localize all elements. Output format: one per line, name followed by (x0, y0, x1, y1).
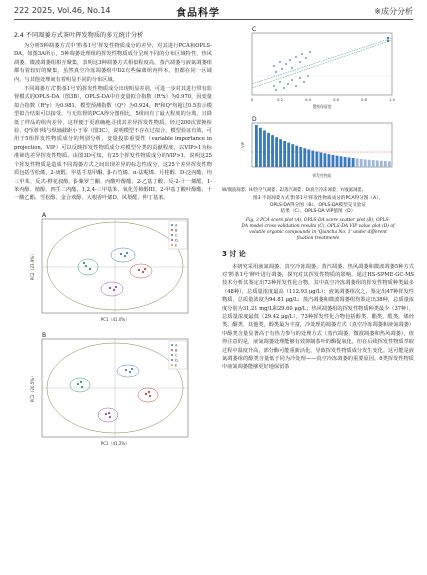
legend-d: D (175, 238, 178, 243)
vip-bar (279, 139, 282, 167)
paragraph: 本研究采用液氮凋萎、真空冷冻凋萎、蒸汽凋萎、热风凋萎和微波凋萎5种方式对'黔茶1号'鲜叶进行凋萎，探究对其挥发性物质的影响。通过HS-SPME-GC-MS技术分析其鉴定出73种挥发性化合物，其中真空冷冻凋萎组的挥发性物质种类最多（48种），总质量浓度最高（112.93 μg/L）；液氮凋萎组次之，鉴定出47种挥发性物质，总质量浓度为94.81 μg/L；蒸汽凋萎和微波凋萎组均鉴定出38种，总质量浓度分别为31.21 mg/L和29.60 μg/L；热风凋萎组的挥发性物质种类最少（37种），总质量浓度最低（29.42 μg/L）。73种挥发性化合物包括醇类、酯类、醛类、烯烃类、酮类、其他类，醇类最为丰富，冷处理的凋萎方式（真空冷冻凋萎和液氮凋萎）中醇类含量显著高于有热力参与的处理方式（蒸汽凋萎、微波凋萎和热风凋萎），值得注意的是，液氮凋萎处理能够有效抑制茶叶的酶促氧化，但在后续挥发性物质萃取过程中温度升高，部分酶可能重新活化，导致挥发性物质成分发生变化。这可能是液氮凋萎组的醇类含量低于同为冷处理——真空冷冻凋萎的重要原因。6类挥发性物质中液氮凋萎能够更好地保留茶 (222, 263, 415, 371)
vip-bar (336, 156, 339, 167)
figure-3-ab (28, 209, 194, 455)
y-axis-label: PC2（20.5%） (30, 373, 35, 402)
y-axis-label: PC2（23.9%） (30, 251, 35, 280)
paragraph: 为分析5种凋萎方式中'黔茶1号'挥发性物质成分的差异，对其进行PCA和OPLS-DA。如图3A所示，5种凋萎处理组的挥发性物质成分呈现不同的分布区域特性，热风凋萎、微波凋萎组相互聚集，表明这3种凋萎方式相似程度高，蒸汽凋萎与液氮凋萎组都有着较好的聚集，虽然真空冷冻凋萎组中D2有些偏离组内样本，但都在同一区域内，与其他处理间有着明显不同的分布区域。 (14, 43, 212, 83)
c-tick: 0 (250, 98, 254, 102)
legend-e: E (175, 243, 178, 248)
vip-bar (376, 160, 379, 167)
vip-bar (356, 158, 359, 167)
vip-bar (259, 128, 262, 167)
vip-bars (255, 125, 391, 167)
paragraph: 不同凋萎方式'黔茶1号'的挥发性物质成分出现明显差别，可进一步对其进行带有监督模式的OPLS-DA（图3B），OPLS-DA中自变量拟合指数（R²x）为0.970，因变量拟合指数（R²y）为0.981，模型预测指数（Q²）为0.924，R²和Q²均超过0.5表示模型拟合结果可以接受，与无监督的PCA得分图相比，5组间有了最大程度的分离。且降低了样品的组内差异，这样便于更准确地寻找其差异挥发性物质。经过200次置换检验，Q²回归线与纵轴截距小于零（图3C），说明模型不存在过拟合，模型验证有效，可用于5组挥发性物质成分的判别分析，变量投影重要性（variable importance in projection，VIP）可以反映挥发性物质成分对模型分类的贡献程度，以VIP>1为标准筛选差异挥发性物质。由图3D可知，有25个挥发性物质成分的VIP>1，说明这25个挥发性物质是造成不同凋萎方式之间出现差异的标志性成分，这25个差异挥发性物质包括雪松烯、2-庚醛、甲基壬基甲酮、β-石竹烯、α-法呢烯、月桂醇、D-泛内酯、均三甲苯、反式-橙花叔醇、β-紫罗兰酮、丙酸叶醇酯、2-乙基丁酸、反-2-十一烯醛、1-苯丙醇、植醇、四壬二内酯、1,2,4-三甲基苯、氧化芳樟醇III、2-甲基丁酸叶醇酯、十一酸乙酯、雪松醇、金合欢醇、大根香叶烯D、风梨醛、仲丁基苯。 (14, 86, 212, 202)
vip-bar (372, 160, 375, 167)
c-tick: 1.0 (389, 98, 395, 102)
figure-note: W/微波凋萎；H/热空气凋萎；Z/蒸汽凋萎；D/真空冷冻凋萎；Y/液氮凋萎。 (222, 188, 366, 193)
vip-bar (344, 157, 347, 167)
panel-label-b: B (42, 331, 47, 339)
vip-bar (255, 125, 258, 167)
caption-en: fixation treatments (296, 236, 340, 242)
vip-bar (267, 133, 270, 167)
opls-da-score-plot (28, 329, 194, 451)
section-label: ※成分分析 (374, 7, 413, 16)
c-tick: 0.6 (333, 98, 339, 102)
legend-c: C (175, 233, 178, 238)
vip-bar (340, 156, 343, 167)
caption-en: Fig. 3 PCA score plot (A), OPLS-DA score scatter plot (B), OPLS- (245, 217, 391, 223)
vip-bar (287, 143, 290, 167)
c-tick: 0.2 (277, 98, 283, 102)
caption-cn: 结果（C）、OPLS-DA VIP值图（D） (280, 209, 356, 215)
vip-bar (311, 151, 314, 167)
legend-a: A (175, 223, 178, 228)
panel-label-c: C (252, 26, 257, 33)
vip-bar (303, 148, 306, 167)
vip-bar (315, 152, 318, 167)
pca-score-plot (28, 209, 194, 325)
vip-bar (380, 161, 383, 167)
legend-d: D (175, 358, 178, 363)
vip-bar (263, 130, 266, 167)
legend-a: A (175, 343, 178, 348)
right-column (222, 24, 414, 373)
cross-validation-plot (222, 24, 414, 110)
section-title: 2.4 不同凋萎方式茶叶挥发物质的多元统计分析 (14, 32, 144, 39)
panel-label-d: D (252, 116, 257, 123)
vip-bar (295, 146, 298, 167)
caption-cn: 图3 不同凋萎方式'黔茶1号'挥发性物质成分的PCA得分图（A）、 (252, 196, 384, 201)
c-x-axis-label: 置换保留度 (312, 104, 332, 109)
figure-3-cd (222, 24, 414, 186)
legend-b: B (175, 348, 178, 353)
header-rule (14, 19, 413, 20)
vip-bar (352, 158, 355, 167)
vip-bar (324, 153, 327, 167)
vip-bar (364, 159, 367, 167)
legend-c: C (175, 353, 178, 358)
caption-en: volatile organic compounds in 'Qiancha No. 1' under different (249, 230, 387, 236)
vip-bar (384, 161, 387, 167)
vip-bar (307, 149, 310, 167)
vip-bar (328, 154, 331, 167)
journal-logo: 食品科学 (176, 8, 220, 19)
caption-en: DA model cross-validation results (C), OPLS-DA VIP value plot (D) of (241, 223, 395, 229)
vip-bar (360, 159, 363, 167)
x-axis-label: PC1（41.2%） (100, 440, 130, 446)
legend-b: B (175, 228, 178, 233)
c-tick: 0.4 (305, 98, 311, 102)
d-x-axis-label: 挥发性物质 (312, 173, 332, 178)
legend-e: E (175, 363, 178, 368)
vip-bar (368, 160, 371, 167)
left-column (14, 24, 212, 455)
panel-label-a: A (42, 211, 47, 219)
vip-value-plot (222, 114, 414, 182)
vip-bar (283, 141, 286, 167)
vip-bar (388, 161, 391, 167)
vip-bar (275, 137, 278, 167)
caption-cn: OPLS-DA得分图（B）、OPLS-DA模型交叉验证 (269, 202, 367, 208)
c-tick: 0.8 (361, 98, 367, 102)
discussion-heading: 3 讨 论 (222, 249, 246, 258)
vip-bar (348, 157, 351, 167)
d-y-axis-label: VIP (240, 141, 245, 149)
vip-bar (291, 144, 294, 167)
x-axis-label: PC1（41.0%） (100, 316, 130, 322)
vip-bar (271, 135, 274, 167)
page-info: 222 2025, Vol.46, No.14 (14, 6, 111, 15)
vip-bar (299, 147, 302, 167)
vip-bar (319, 152, 322, 167)
vip-bar (332, 155, 335, 167)
